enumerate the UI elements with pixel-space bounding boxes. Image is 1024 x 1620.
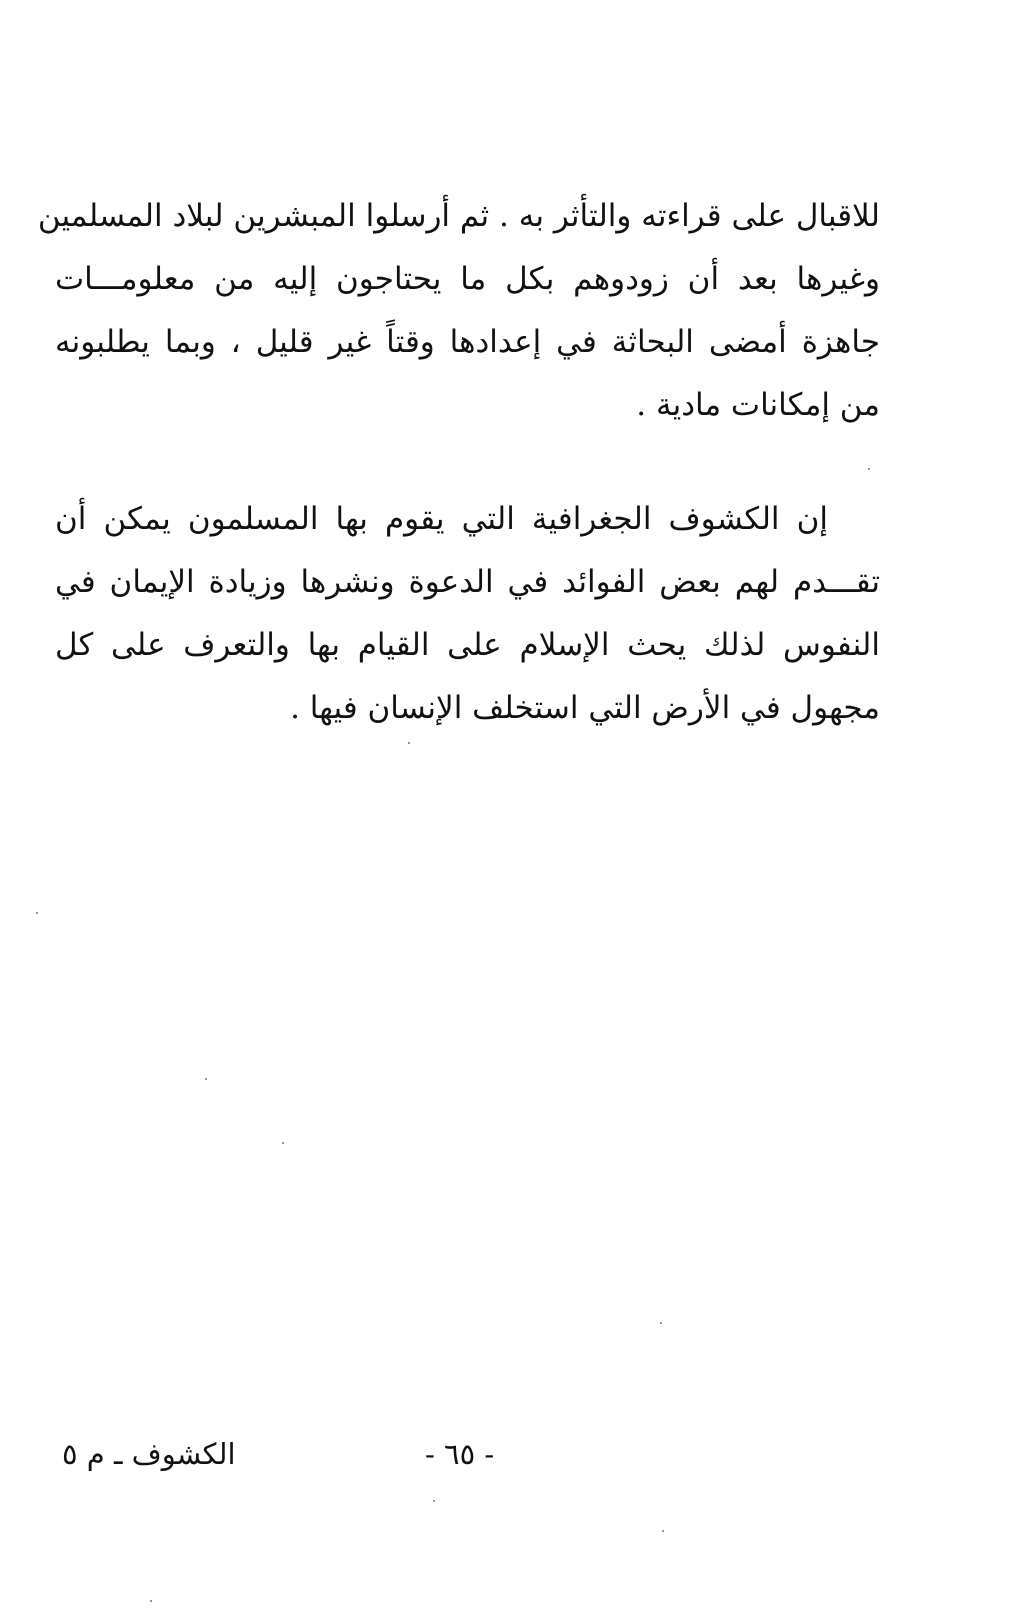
scan-speck (408, 742, 410, 744)
text-line: وغيرها بعد أن زودوهم بكل ما يحتاجون إليه من معلومـــات (55, 261, 880, 297)
text-line: النفوس لذلك يحث الإسلام على القيام بها والتعرف على كل (55, 627, 880, 663)
scan-speck (868, 468, 870, 470)
scan-speck (662, 1530, 664, 1532)
text-line: للاقبال على قراءته والتأثر به . ثم أرسلوا المبشرين لبلاد المسلمين (37, 198, 880, 234)
scan-speck (36, 912, 38, 914)
scan-speck (433, 1500, 435, 1502)
text-line: مجهول في الأرض التي استخلف الإنسان فيها . (290, 690, 880, 726)
text-line: تقـــدم لهم بعض الفوائد في الدعوة ونشرها وزيادة الإيمان في (55, 564, 880, 600)
chapter-reference: الكشوف ـ م ٥ (62, 1437, 236, 1471)
page-footer (0, 1432, 1024, 1476)
scan-speck (150, 1600, 152, 1602)
paragraph-1 (37, 185, 880, 437)
scan-speck (282, 1142, 284, 1144)
paragraph-2 (55, 488, 880, 740)
text-line: من إمكانات مادية . (636, 387, 880, 423)
page-number: - ٦٥ - (425, 1437, 495, 1471)
text-line: إن الكشوف الجغرافية التي يقوم بها المسلمون يمكن أن (55, 501, 828, 537)
scan-speck (205, 1078, 207, 1080)
text-line: جاهزة أمضى البحاثة في إعدادها وقتاً غير قليل ، وبما يطلبونه (55, 324, 880, 360)
scan-speck (660, 1322, 662, 1324)
